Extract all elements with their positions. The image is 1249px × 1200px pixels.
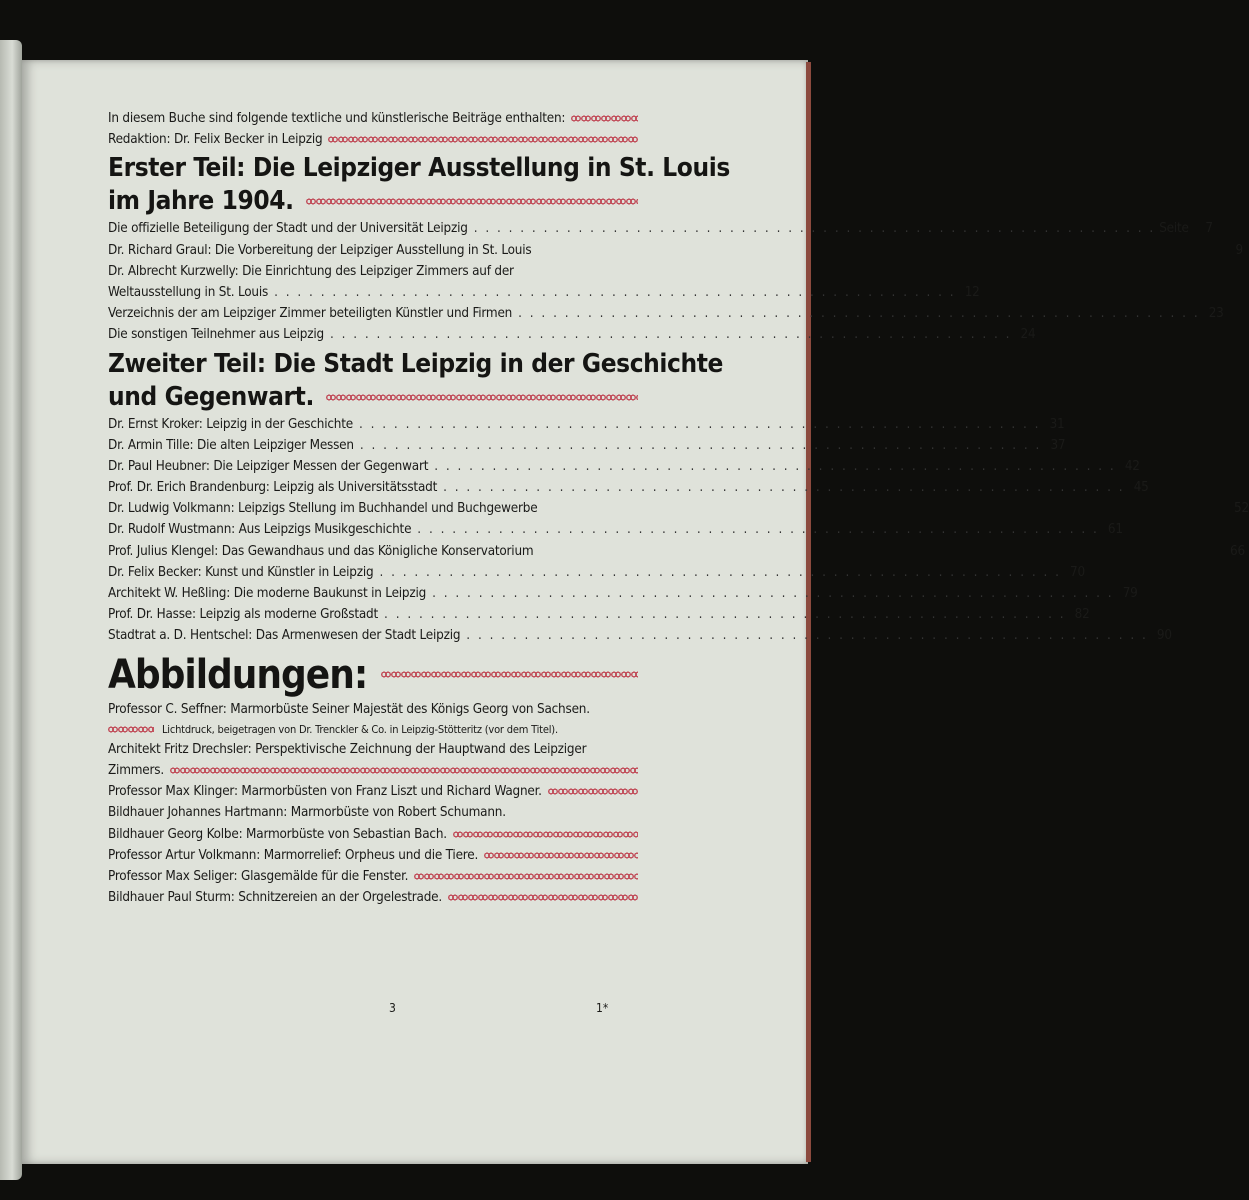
page-number: 3	[389, 1001, 396, 1015]
seite-label: Seite	[1159, 221, 1189, 237]
editor-text: Redaktion: Dr. Felix Becker in Leipzig	[108, 132, 323, 148]
left-page-edge	[0, 40, 22, 1180]
toc-entry	[108, 562, 1085, 583]
illustration-entry	[108, 802, 638, 823]
entry-title: Dr. Felix Becker: Kunst und Künstler in Leipzig	[108, 564, 374, 580]
entry-title: Stadtrat a. D. Hentschel: Das Armenwesen der Stadt Leipzig	[108, 628, 461, 644]
entry-title: Weltausstellung in St. Louis	[108, 284, 269, 300]
toc-entry	[108, 282, 980, 303]
entry-page: 24	[1020, 327, 1036, 343]
part2-heading	[108, 348, 724, 381]
entry-page: 12	[964, 284, 980, 300]
ornament-border	[306, 197, 638, 206]
toc-entry	[108, 541, 1245, 562]
entry-page: 66	[1230, 543, 1245, 559]
entry-page: 37	[1050, 437, 1066, 453]
toc-entry	[108, 519, 1123, 540]
entry-page: 7	[1205, 221, 1213, 237]
part2-heading-line2: und Gegenwart.	[108, 381, 314, 412]
leader-dots	[353, 414, 1041, 435]
toc-entry	[108, 414, 1065, 435]
part2-heading-cont	[108, 381, 638, 414]
entry-title: Dr. Ernst Kroker: Leipzig in der Geschichte	[108, 416, 353, 432]
ornament-border	[453, 830, 638, 839]
ornament-border	[571, 114, 638, 123]
entry-page: 42	[1124, 458, 1140, 474]
illustration-text: Professor C. Seffner: Marmorbüste Seiner Majestät des Königs Georg von Sachsen.	[108, 701, 590, 717]
illustration-entry	[108, 845, 638, 866]
entry-page: 9	[1235, 242, 1243, 258]
leader-dots	[426, 583, 1114, 604]
leader-dots	[354, 435, 1042, 456]
entry-page: 90	[1156, 628, 1172, 644]
illustration-entry	[108, 866, 638, 887]
ornament-border	[108, 725, 154, 734]
illustration-entry	[108, 760, 638, 781]
illustration-entry	[108, 781, 638, 802]
illustration-text: Professor Max Seliger: Glasgemälde für die Fenster.	[108, 868, 409, 884]
part1-heading	[108, 152, 730, 185]
entry-title: Dr. Paul Heubner: Die Leipziger Messen der Gegenwart	[108, 458, 429, 474]
entry-title: Prof. Dr. Hasse: Leipzig als moderne Großstadt	[108, 607, 379, 623]
entry-page: 82	[1074, 607, 1090, 623]
leader-dots	[468, 218, 1156, 239]
illustration-entry	[108, 699, 638, 720]
illustration-note-text: Lichtdruck, beigetragen von Dr. Trenckler & Co. in Leipzig-Stötteritz (vor dem Titel).	[162, 722, 558, 736]
illustration-text: Bildhauer Paul Sturm: Schnitzereien an der Orgelestrade.	[108, 890, 443, 906]
entry-title: Die offizielle Beteiligung der Stadt und der Universität Leipzig	[108, 221, 468, 237]
intro-text: In diesem Buche sind folgende textliche und künstlerische Beiträge enthalten:	[108, 111, 566, 126]
entry-title: Dr. Ludwig Volkmann: Leipzigs Stellung im Buchhandel und Buchgewerbe	[108, 501, 538, 517]
entry-page: 31	[1049, 416, 1065, 432]
illustrations-heading	[108, 651, 638, 699]
toc-entry	[108, 498, 1249, 519]
toc-entry	[108, 625, 1172, 646]
illustration-text: Architekt Fritz Drechsler: Perspektivische Zeichnung der Hauptwand des Leipziger	[108, 741, 587, 757]
entry-title: Dr. Albrecht Kurzwelly: Die Einrichtung des Leipziger Zimmers auf der	[108, 263, 514, 279]
ornament-border	[548, 787, 638, 796]
entry-page: 45	[1133, 480, 1149, 496]
leader-dots	[378, 604, 1066, 625]
toc-entry	[108, 240, 1243, 261]
toc-entry	[108, 218, 1213, 239]
intro-line	[108, 108, 638, 129]
leader-dots	[460, 625, 1148, 646]
ornament-border	[328, 135, 638, 144]
leader-dots	[373, 562, 1061, 583]
part1-heading-line1: Erster Teil: Die Leipziger Ausstellung in St. Louis	[108, 153, 730, 184]
illustration-text: Professor Max Klinger: Marmorbüsten von Franz Liszt und Richard Wagner.	[108, 784, 542, 800]
table-of-contents	[108, 108, 1249, 908]
illustration-text: Bildhauer Georg Kolbe: Marmorbüste von Sebastian Bach.	[108, 826, 447, 842]
entry-page: 61	[1107, 522, 1123, 538]
toc-entry	[108, 261, 638, 282]
entry-title: Verzeichnis der am Leipziger Zimmer beteiligten Künstler und Firmen	[108, 306, 513, 322]
illustration-entry	[108, 739, 638, 760]
entry-page: 52	[1234, 501, 1249, 517]
entry-title: Prof. Julius Klengel: Das Gewandhaus und das Königliche Konservatorium	[108, 543, 534, 559]
part1-heading-line2: im Jahre 1904.	[108, 186, 294, 217]
illustration-entry	[108, 887, 638, 908]
illustration-note	[108, 720, 638, 739]
ornament-border	[484, 851, 638, 860]
leader-dots	[324, 324, 1012, 345]
toc-entry	[108, 604, 1090, 625]
leader-dots	[512, 303, 1200, 324]
part2-heading-line1: Zweiter Teil: Die Stadt Leipzig in der Geschichte	[108, 348, 724, 379]
toc-entry	[108, 583, 1138, 604]
toc-entry	[108, 477, 1149, 498]
ornament-border	[381, 670, 638, 679]
toc-entry	[108, 324, 1036, 345]
entry-title: Die sonstigen Teilnehmer aus Leipzig	[108, 327, 324, 343]
toc-entry	[108, 303, 1224, 324]
illustration-entry	[108, 824, 638, 845]
illustrations-heading-text: Abbildungen:	[108, 651, 368, 698]
entry-page: 79	[1122, 586, 1138, 601]
entry-title: Dr. Rudolf Wustmann: Aus Leipzigs Musikgeschichte	[108, 522, 412, 538]
entry-page: 70	[1070, 564, 1085, 580]
leader-dots	[268, 282, 956, 303]
leader-dots	[411, 519, 1099, 540]
entry-title: Architekt W. Heßling: Die moderne Baukunst in Leipzig	[108, 586, 427, 601]
entry-page: 23	[1208, 306, 1224, 322]
ornament-border	[448, 893, 638, 902]
entry-title: Dr. Richard Graul: Die Vorbereitung der Leipziger Ausstellung in St. Louis	[108, 242, 532, 258]
signature-mark: 1*	[596, 1001, 609, 1015]
ornament-border	[326, 393, 638, 402]
leader-dots	[428, 456, 1116, 477]
ornament-border	[170, 766, 638, 775]
ornament-border	[414, 872, 638, 881]
illustration-text: Bildhauer Johannes Hartmann: Marmorbüste von Robert Schumann.	[108, 805, 506, 821]
toc-entry	[108, 456, 1140, 477]
part1-heading-cont	[108, 185, 638, 218]
toc-entry	[108, 435, 1066, 456]
illustration-text: Professor Artur Volkmann: Marmorrelief: Orpheus und die Tiere.	[108, 847, 479, 863]
entry-title: Dr. Armin Tille: Die alten Leipziger Messen	[108, 437, 354, 453]
editor-line	[108, 129, 638, 150]
leader-dots	[437, 477, 1125, 498]
illustration-text: Zimmers.	[108, 762, 164, 778]
entry-title: Prof. Dr. Erich Brandenburg: Leipzig als Universitätsstadt	[108, 480, 438, 496]
